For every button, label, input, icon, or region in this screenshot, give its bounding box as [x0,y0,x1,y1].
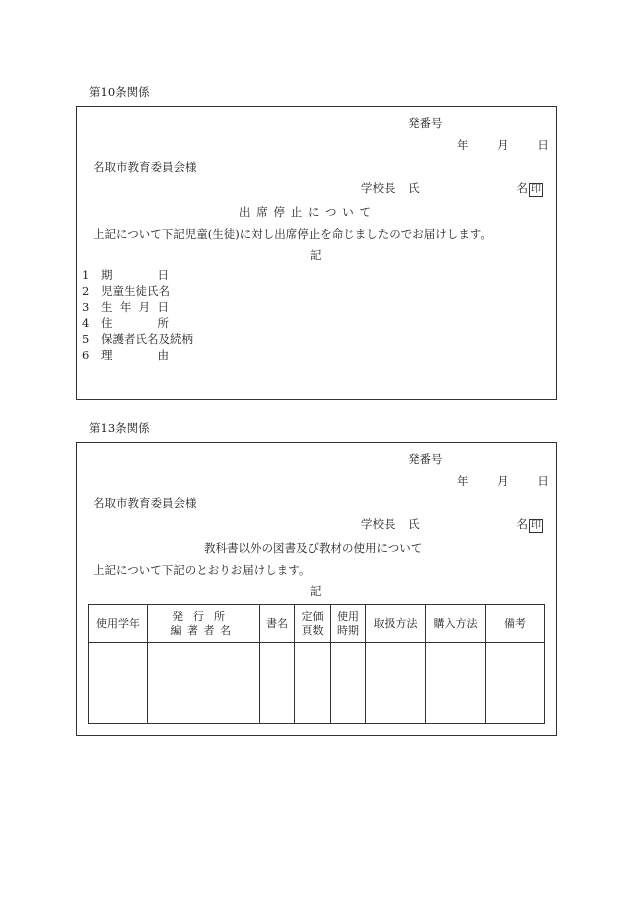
form13-sender [361,516,543,532]
sender-title: 学校長 [361,181,396,195]
date-year: 年 [457,138,469,152]
form10-item-list [82,267,193,363]
book-usage-table [88,604,545,724]
col-publisher: 発行所 編著者名 [148,605,260,643]
sender-title: 学校長 [361,517,396,531]
seal-icon: 印 [531,520,541,531]
date-month: 月 [497,474,509,488]
cell-book-name[interactable] [260,643,295,724]
form10-body: 上記について下記児童(生徒)に対し出席停止を命じましたのでお届けします。 [93,227,492,241]
col-book-name: 書名 [260,605,295,643]
form13-ki: 記 [310,584,322,598]
form10-doc-no: 発番号 [408,116,443,130]
cell-publisher[interactable] [148,643,260,724]
form10-date [457,137,549,153]
list-item: 4 住所 [82,316,169,330]
list-item: 5 保護者氏名及続柄 [82,332,193,346]
cell-handling[interactable] [366,643,426,724]
form13-addressee: 名取市教育委員会様 [93,496,197,510]
cell-grade[interactable] [89,643,148,724]
col-handling: 取扱方法 [366,605,426,643]
col-purchase: 購入方法 [426,605,486,643]
form13-date [457,473,549,489]
form10-box [76,106,557,400]
list-item: 2 児童生徒氏名 [82,284,170,298]
form10-heading: 第10条関係 [89,85,150,99]
list-item: 3 生年月日 [82,300,169,314]
table-header-row [89,605,545,643]
sender-name-suffix: 名 印 [516,517,541,531]
col-price-pages: 定価 頁数 [295,605,331,643]
col-period: 使用 時期 [331,605,366,643]
list-item: 6 理由 [82,348,169,362]
form10-ki: 記 [310,248,322,262]
table-row [89,643,545,724]
form13-doc-no: 発番号 [408,452,443,466]
form10-sender [361,180,543,196]
form13-body: 上記について下記のとおりお届けします。 [93,563,311,577]
list-item: 1 期日 [82,268,169,282]
sender-name-label: 氏 [408,181,420,195]
date-month: 月 [497,138,509,152]
sender-name-suffix: 名 印 [516,181,541,195]
form13-title: 教科書以外の図書及び教材の使用について [204,541,423,555]
col-grade: 使用学年 [89,605,148,643]
date-year: 年 [457,474,469,488]
form13-heading: 第13条関係 [89,421,150,435]
form10-title: 出席停止について [239,205,377,219]
form10-addressee: 名取市教育委員会様 [93,160,197,174]
col-remarks: 備考 [486,605,545,643]
cell-remarks[interactable] [486,643,545,724]
sender-name-label: 氏 [408,517,420,531]
cell-price-pages[interactable] [295,643,331,724]
date-day: 日 [537,138,549,152]
form13-box [76,442,557,736]
cell-period[interactable] [331,643,366,724]
cell-purchase[interactable] [426,643,486,724]
seal-icon: 印 [531,184,541,195]
date-day: 日 [537,474,549,488]
